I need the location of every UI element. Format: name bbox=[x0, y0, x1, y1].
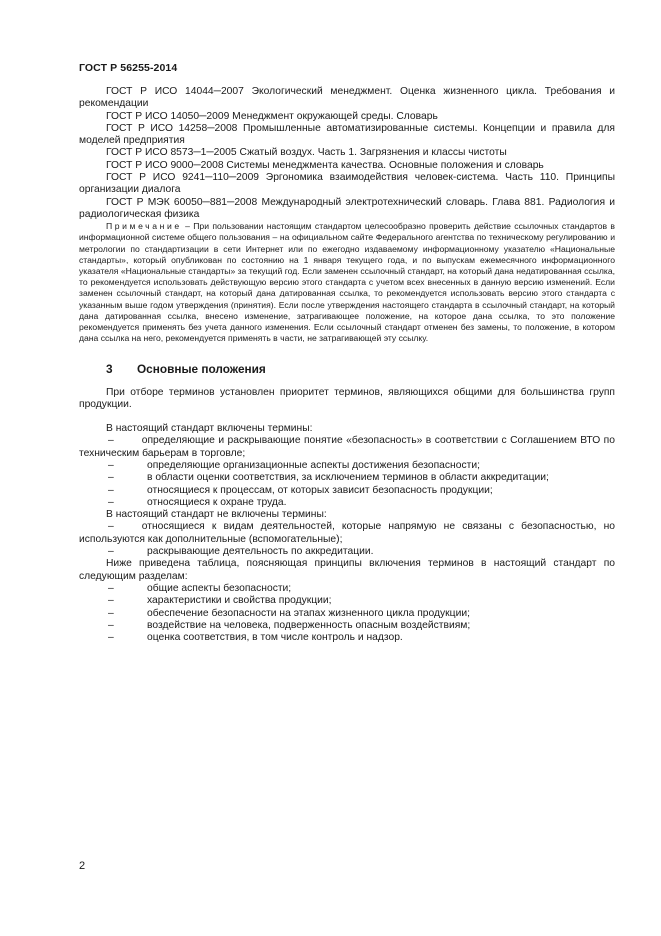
reference-item: ГОСТ Р ИСО 9241─110─2009 Эргономика взаимодействия человек-система. Часть 110. Принципы организации диалога bbox=[79, 172, 615, 196]
section-intro: При отборе терминов установлен приоритет терминов, являющихся общими для большинства групп продукции. bbox=[79, 386, 615, 410]
document-header: ГОСТ Р 56255-2014 bbox=[79, 62, 178, 74]
reference-item: ГОСТ Р ИСО 8573─1─2005 Сжатый воздух. Часть 1. Загрязнения и классы чистоты bbox=[106, 147, 507, 159]
reference-item: ГОСТ Р ИСО 14044─2007 Экологический менеджмент. Оценка жизненного цикла. Требования и рекомендации bbox=[79, 86, 615, 110]
note-paragraph bbox=[79, 221, 615, 344]
list-item: – относящиеся к охране труда. bbox=[108, 496, 287, 508]
list-item: – обеспечение безопасности на этапах жизненного цикла продукции; bbox=[108, 607, 470, 619]
reference-item: ГОСТ Р ИСО 9000─2008 Системы менеджмента качества. Основные положения и словарь bbox=[106, 159, 544, 171]
list-item: – характеристики и свойства продукции; bbox=[108, 595, 332, 607]
note-label: Примечание bbox=[106, 221, 182, 232]
list-item: – относящиеся к видам деятельностей, которые напрямую не связаны с безопасностью, но используются как дополнительные (вспомогательные); bbox=[79, 521, 615, 545]
list-item: – определяющие организационные аспекты достижения безопасности; bbox=[108, 459, 480, 471]
table-intro: Ниже приведена таблица, поясняющая принципы включения терминов в настоящий стандарт по следующим разделам: bbox=[79, 558, 615, 582]
list-item: – оценка соответствия, в том числе контроль и надзор. bbox=[108, 632, 403, 644]
section-number: 3 bbox=[106, 361, 113, 376]
list-item: – раскрывающие деятельность по аккредитации. bbox=[108, 546, 374, 558]
included-title: В настоящий стандарт включены термины: bbox=[106, 423, 313, 435]
reference-item: ГОСТ Р ИСО 14050─2009 Менеджмент окружающей среды. Словарь bbox=[106, 110, 438, 122]
note-text: – При пользовании настоящим стандартом целесообразно проверить действие ссылочных стандартов в информационной системе общего пользования – на официальном сайте Федерального агентства по техническому регулированию и метрологии по стандартизации в сети Интернет или по ежегодно издаваемому информационному указателю «Национальные стандарты», который опубликован по состоянию на 1 января текущего года, и по выпускам ежемесячного информационного указателя «Национальные стандарты» за текущий год. Если заменен ссылочный стандарт, на который дана недатированная ссылка, то рекомендуется использовать действующую версию этого стандарта с учетом всех внесенных в данную версию изменений. Если заменен ссылочный стандарт, на который дана датированная ссылка, то рекомендуется использовать версию этого стандарта с указанным выше годом утверждения (принятия). Если после утверждения настоящего стандарта в ссылочный стандарт, на который дана датированная ссылка, внесено изменение, затрагивающее положение, на которое дана ссылка, то это положение рекомендуется применять без учета данного изменения. Если ссылочный стандарт отменен без замены, то положение, в котором дана ссылка на него, рекомендуется применять в части, не затрагивающей эту ссылку. bbox=[79, 221, 615, 344]
page-content bbox=[79, 86, 615, 644]
excluded-title: В настоящий стандарт не включены термины: bbox=[106, 509, 327, 521]
list-item: – общие аспекты безопасности; bbox=[108, 582, 292, 594]
reference-item: ГОСТ Р МЭК 60050─881─2008 Международный электротехнический словарь. Глава 881. Радиология и радиологическая физика bbox=[79, 196, 615, 220]
list-item: – в области оценки соответствия, за исключением терминов в области аккредитации; bbox=[108, 472, 549, 484]
list-item: – воздействие на человека, подверженность опасным воздействиям; bbox=[108, 619, 471, 631]
section-title: Основные положения bbox=[137, 361, 266, 376]
page-number: 2 bbox=[79, 860, 86, 872]
reference-item: ГОСТ Р ИСО 14258─2008 Промышленные автоматизированные системы. Концепции и правила для моделей предприятия bbox=[79, 122, 615, 147]
list-item: – определяющие и раскрывающие понятие «безопасность» в соответствии с Соглашением ВТО по техническим барьерам в торговле; bbox=[79, 435, 615, 459]
list-item: – относящиеся к процессам, от которых зависит безопасность продукции; bbox=[108, 484, 493, 496]
section-heading bbox=[79, 362, 615, 376]
